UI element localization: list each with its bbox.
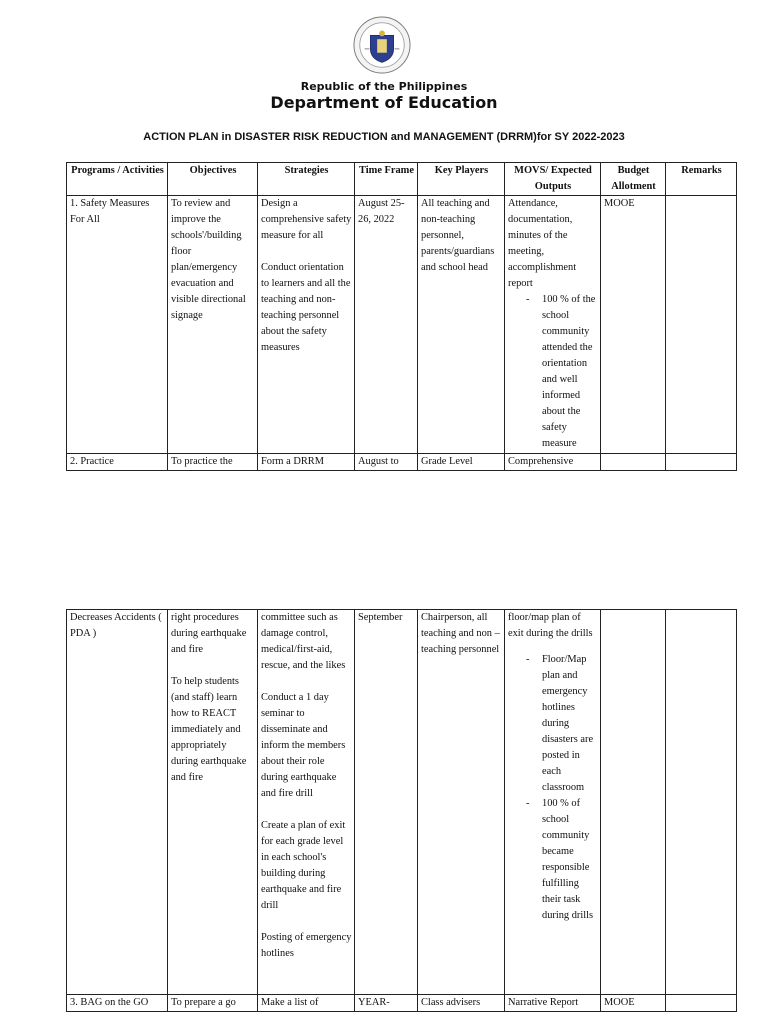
budget-cell [601,610,666,995]
column-header: Remarks [666,163,737,196]
key-players-cell: Chairperson, all teaching and non – teaching personnel [418,610,505,995]
program-cell: 2. Practice [67,454,168,471]
strategies-cell: Form a DRRM [258,454,355,471]
column-header: Strategies [258,163,355,196]
strategies-cell: Design a comprehensive safety measure for all Conduct orientation to learners and all the teaching and non-teaching personnel about the safety measures [258,196,355,454]
program-cell: Decreases Accidents ( PDA ) [67,610,168,995]
movs-bullet: - Floor/Map plan and emergency hotlines during disasters are posted in each classroom [508,652,598,796]
table-header-row [67,163,737,196]
objectives-cell: To practice the [168,454,258,471]
department-heading: Department of Education [270,93,498,112]
movs-bullet-list [508,292,598,452]
budget-cell: MOOE [601,196,666,454]
movs-cell [505,610,601,995]
movs-cell: Comprehensive [505,454,601,471]
republic-heading: Republic of the Philippines [300,80,468,93]
column-header: Time Frame [355,163,418,196]
column-header: Budget Allotment [601,163,666,196]
objectives-cell: To review and improve the schools'/building floor plan/emergency evacuation and visible directional signage [168,196,258,454]
movs-text: floor/map plan of exit during the drills [508,612,593,639]
column-header: Objectives [168,163,258,196]
movs-bullet-list [508,652,598,924]
objectives-cell: To prepare a go [168,995,258,1012]
action-plan-table-page1 [66,162,737,471]
time-frame-cell: September [355,610,418,995]
table-row [67,196,737,454]
program-cell: 1. Safety Measures For All [67,196,168,454]
program-cell: 3. BAG on the GO [67,995,168,1012]
key-players-cell: All teaching and non-teaching personnel, parents/guardians and school head [418,196,505,454]
movs-cell: Narrative Report [505,995,601,1012]
column-header: Programs / Activities [67,163,168,196]
movs-bullet: - 100 % of the school community attended the orientation and well informed about the safety measure [508,292,598,452]
strategies-cell: Make a list of [258,995,355,1012]
movs-bullet: - 100 % of school community became responsible fulfilling their task during drills [508,796,598,924]
action-plan-title: ACTION PLAN in DISASTER RISK REDUCTION and MANAGEMENT (DRRM)for SY 2022-2023 [143,131,625,143]
remarks-cell [666,995,737,1012]
objectives-cell: right procedures during earthquake and fire To help students (and staff) learn how to REACT immediately and appropriately during earthquake and fire [168,610,258,995]
budget-cell [601,454,666,471]
key-players-cell: Class advisers [418,995,505,1012]
budget-cell: MOOE [601,995,666,1012]
table-row [67,454,737,471]
movs-text: Attendance, documentation, minutes of the meeting, accomplishment report [508,198,577,289]
table-row [67,610,737,995]
strategies-cell: committee such as damage control, medical/first-aid, rescue, and the likes Conduct a 1 day seminar to disseminate and inform the members about their role during earthquake and fire drill Create a plan of exit for each grade level in each school's building during earthquake and fire drill Posting of emergency hotlines [258,610,355,995]
movs-cell [505,196,601,454]
action-plan-table-page2 [66,609,737,1012]
column-header: Key Players [418,163,505,196]
remarks-cell [666,610,737,995]
deped-seal-logo [353,16,411,74]
remarks-cell [666,196,737,454]
remarks-cell [666,454,737,471]
time-frame-cell: YEAR- [355,995,418,1012]
time-frame-cell: August to [355,454,418,471]
key-players-cell: Grade Level [418,454,505,471]
column-header: MOVS/ Expected Outputs [505,163,601,196]
table-row [67,995,737,1012]
time-frame-cell: August 25-26, 2022 [355,196,418,454]
